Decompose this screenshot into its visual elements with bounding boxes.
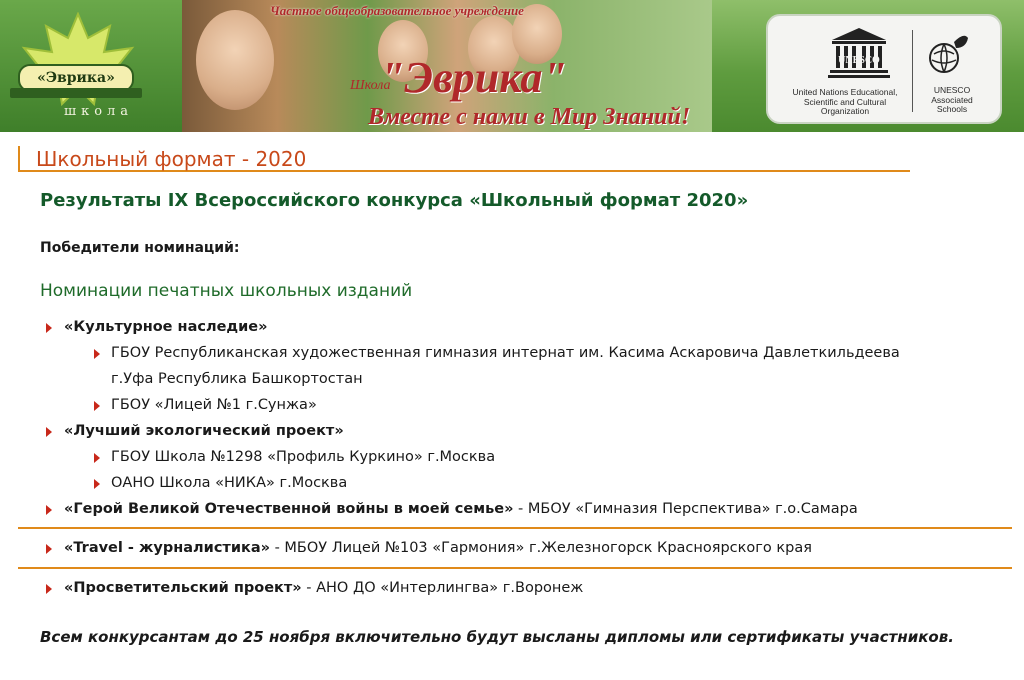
winner-item — [111, 397, 317, 413]
divider — [18, 527, 1012, 529]
winner-text: ГБОУ «Лицей №1 г.Сунжа» — [111, 397, 317, 413]
logo-badge: «Эврика» — [18, 64, 134, 92]
nomination-title: «Просветительский проект» — [64, 580, 302, 596]
bullet-arrow-icon — [94, 349, 100, 359]
child-photo-girl — [196, 10, 274, 110]
header-banner — [0, 0, 1024, 132]
logo-book-shape — [10, 88, 142, 98]
nomination-title: «Герой Великой Отечественной войны в моей семье» — [64, 501, 514, 517]
bullet-arrow-icon — [46, 323, 52, 333]
nomination-title: «Travel - журналистика» — [64, 540, 270, 556]
nomination-item — [64, 540, 812, 556]
page-title: Школьный формат - 2020 — [18, 146, 910, 172]
winner-text: г.Уфа Республика Башкортостан — [111, 371, 363, 387]
unesco-caption: United Nations Educational, Scientific and Cultural Organization — [792, 87, 898, 116]
school-logo[interactable] — [0, 0, 182, 132]
contest-results-heading: Результаты IX Всероссийского конкурса «Школьный формат 2020» — [40, 190, 749, 211]
school-slogan: Вместе с нами в Мир Знаний! — [368, 104, 691, 130]
winner-item — [111, 475, 347, 491]
winner-text: ОАНО Школа «НИКА» г.Москва — [111, 475, 348, 491]
asp-network-icon — [926, 30, 970, 82]
nomination-item — [64, 319, 267, 335]
nomination-title: «Культурное наследие» — [64, 319, 268, 335]
institution-type: Частное общеобразовательное учреждение — [270, 3, 524, 18]
nomination-title: «Лучший экологический проект» — [64, 423, 344, 439]
divider — [18, 567, 1012, 569]
bullet-arrow-icon — [46, 544, 52, 554]
nomination-winner: - МБОУ «Гимназия Перспектива» г.о.Самара — [513, 501, 858, 517]
winners-label: Победители номинаций: — [40, 240, 240, 256]
nomination-item — [64, 423, 344, 439]
nomination-item — [64, 580, 583, 596]
unesco-word: UNESCO — [838, 55, 880, 66]
school-prefix: Школа — [350, 78, 391, 93]
nomination-item — [64, 501, 858, 517]
winner-text: ГБОУ Республиканская художественная гимназия интернат им. Касима Аскаровича Давлеткильдеева — [111, 345, 900, 361]
school-title: "Эврика" — [380, 53, 567, 102]
winner-item — [111, 449, 495, 465]
logo-subtitle: школа — [64, 104, 134, 119]
asp-caption: UNESCO Associated Schools — [931, 85, 973, 114]
winner-item — [111, 345, 900, 361]
unesco-divider — [912, 30, 913, 112]
unesco-temple-icon — [826, 26, 892, 86]
bullet-arrow-icon — [46, 584, 52, 594]
bullet-arrow-icon — [94, 453, 100, 463]
footer-note: Всем конкурсантам до 25 ноября включительно будут высланы дипломы или сертификаты участников. — [40, 628, 954, 646]
winner-text: ГБОУ Школа №1298 «Профиль Куркино» г.Москва — [111, 449, 496, 465]
bullet-arrow-icon — [46, 427, 52, 437]
bullet-arrow-icon — [46, 505, 52, 515]
print-editions-heading: Номинации печатных школьных изданий — [40, 281, 413, 301]
nomination-winner: - АНО ДО «Интерлингва» г.Воронеж — [301, 580, 584, 596]
bullet-arrow-icon — [94, 479, 100, 489]
bullet-arrow-icon — [94, 401, 100, 411]
nomination-winner: - МБОУ Лицей №103 «Гармония» г.Железногорск Красноярского края — [269, 540, 812, 556]
winner-item-continuation — [111, 371, 363, 387]
